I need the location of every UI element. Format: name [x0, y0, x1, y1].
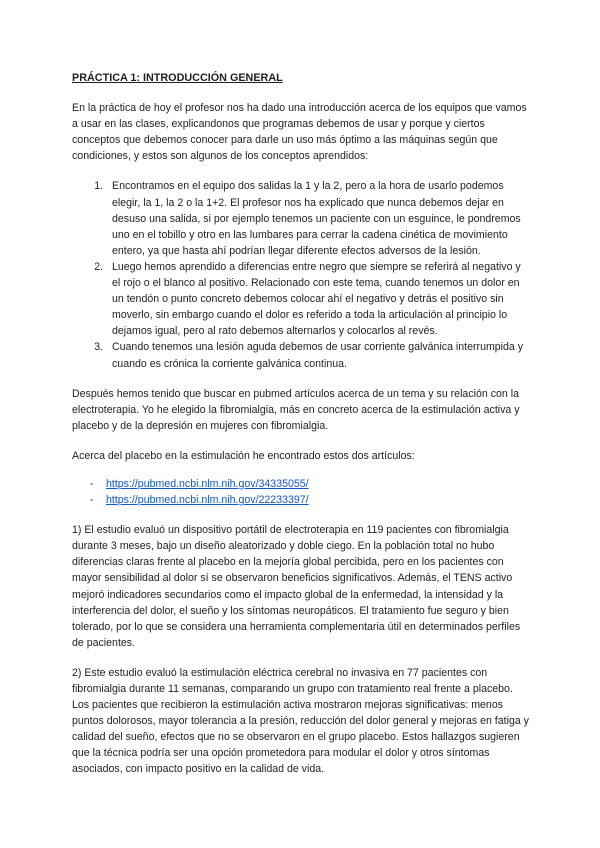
list-dash: - [90, 477, 94, 490]
list-dash: - [90, 494, 94, 507]
search-paragraph: Después hemos tenido que buscar en pubmed artículos acerca de un tema y su relación con la electroterapia. Yo he elegido la fibromialgia, más en concreto acerca de la estimulación activa y placebo y de la depresión en mujeres con fibromialgia. [72, 387, 520, 432]
page-title: PRÁCTICA 1: INTRODUCCIÓN GENERAL [72, 72, 283, 84]
placebo-paragraph: Acerca del placebo en la estimulación he encontrado estos dos artículos: [72, 449, 415, 462]
article-links [72, 476, 530, 508]
document-page [72, 70, 530, 792]
intro-paragraph: En la práctica de hoy el profesor nos ha dado una introducción acerca de los equipos que vamos a usar en las clases, explicandonos que programas debemos de usar y porque y ciertos conceptos que debemos conocer para darle un uso más óptimo a las máquinas según que condiciones, y estos son algunos de los conceptos aprendidos: [72, 102, 527, 163]
list-item: 1. Encontramos en el equipo dos salidas la 1 y la 2, pero a la hora de usarlo podemos elegir, la 1, la 2 o la 1+2. El profesor nos ha explicado que nunca debemos dejar en desuso una salida, si por ejemplo tenemos un paciente con un esguince, le pondremos uno en el tobillo y otro en las lumbares para cerrar la cadena cinética de movimiento entero, ya que hasta ahí podrían llegar diferente efectos adversos de la lesión. [106, 178, 530, 258]
list-item: 3. Cuando tenemos una lesión aguda debemos de usar corriente galvánica interrumpida y cuando es crónica la corriente galvánica continua. [106, 339, 530, 371]
article-link-2[interactable]: https://pubmed.ncbi.nlm.nih.gov/22233397/ [106, 494, 309, 507]
concepts-list [72, 178, 530, 371]
link-item [90, 476, 530, 492]
study-1-paragraph: 1) El estudio evaluó un dispositivo portátil de electroterapia en 119 pacientes con fibromialgia durante 3 meses, bajo un diseño aleatorizado y doble ciego. En la población total no hubo diferencias claras frente al placebo en la mejoría global percibida, pero en los pacientes con mayor sensibilidad al dolor sí se observaron beneficios significativos. Además, el TENS activo mejoró indicadores secundarios como el impacto global de la enfermedad, la intensidad y la interferencia del dolor, el sueño y los síntomas neuropáticos. El tratamiento fue seguro y bien tolerado, por lo que se considera una herramienta complementaria útil en determinados perfiles de pacientes. [72, 524, 521, 649]
list-item: 2. Luego hemos aprendido a diferencias entre negro que siempre se referirá al negativo y el rojo o el blanco al positivo. Relacionado con este tema, cuando tenemos un dolor en un tendón o punto concreto debemos colocar ahí el negativo y detrás el positivo sin moverlo, sin embargo cuando el dolor es referido a toda la articulación al principio lo dejamos igual, pero al rato debemos alternarlos y colocarlos al revés. [106, 259, 530, 339]
study-2-paragraph: 2) Este estudio evaluó la estimulación eléctrica cerebral no invasiva en 77 pacientes con fibromialgia durante 11 semanas, comparando un grupo con tratamiento real frente a placebo. Los pacientes que recibieron la estimulación activa mostraron mejoras significativas: menos puntos dolorosos, mayor tolerancia a la presión, reducción del dolor general y mejoras en fatiga y calidad del sueño, efectos que no se observaron en el grupo placebo. Estos hallazgos sugieren que la técnica podría ser una opción prometedora para modular el dolor y otros síntomas asociados, con impacto positivo en la calidad de vida. [72, 666, 529, 776]
link-item [90, 492, 530, 508]
article-link-1[interactable]: https://pubmed.ncbi.nlm.nih.gov/34335055/ [106, 477, 309, 490]
